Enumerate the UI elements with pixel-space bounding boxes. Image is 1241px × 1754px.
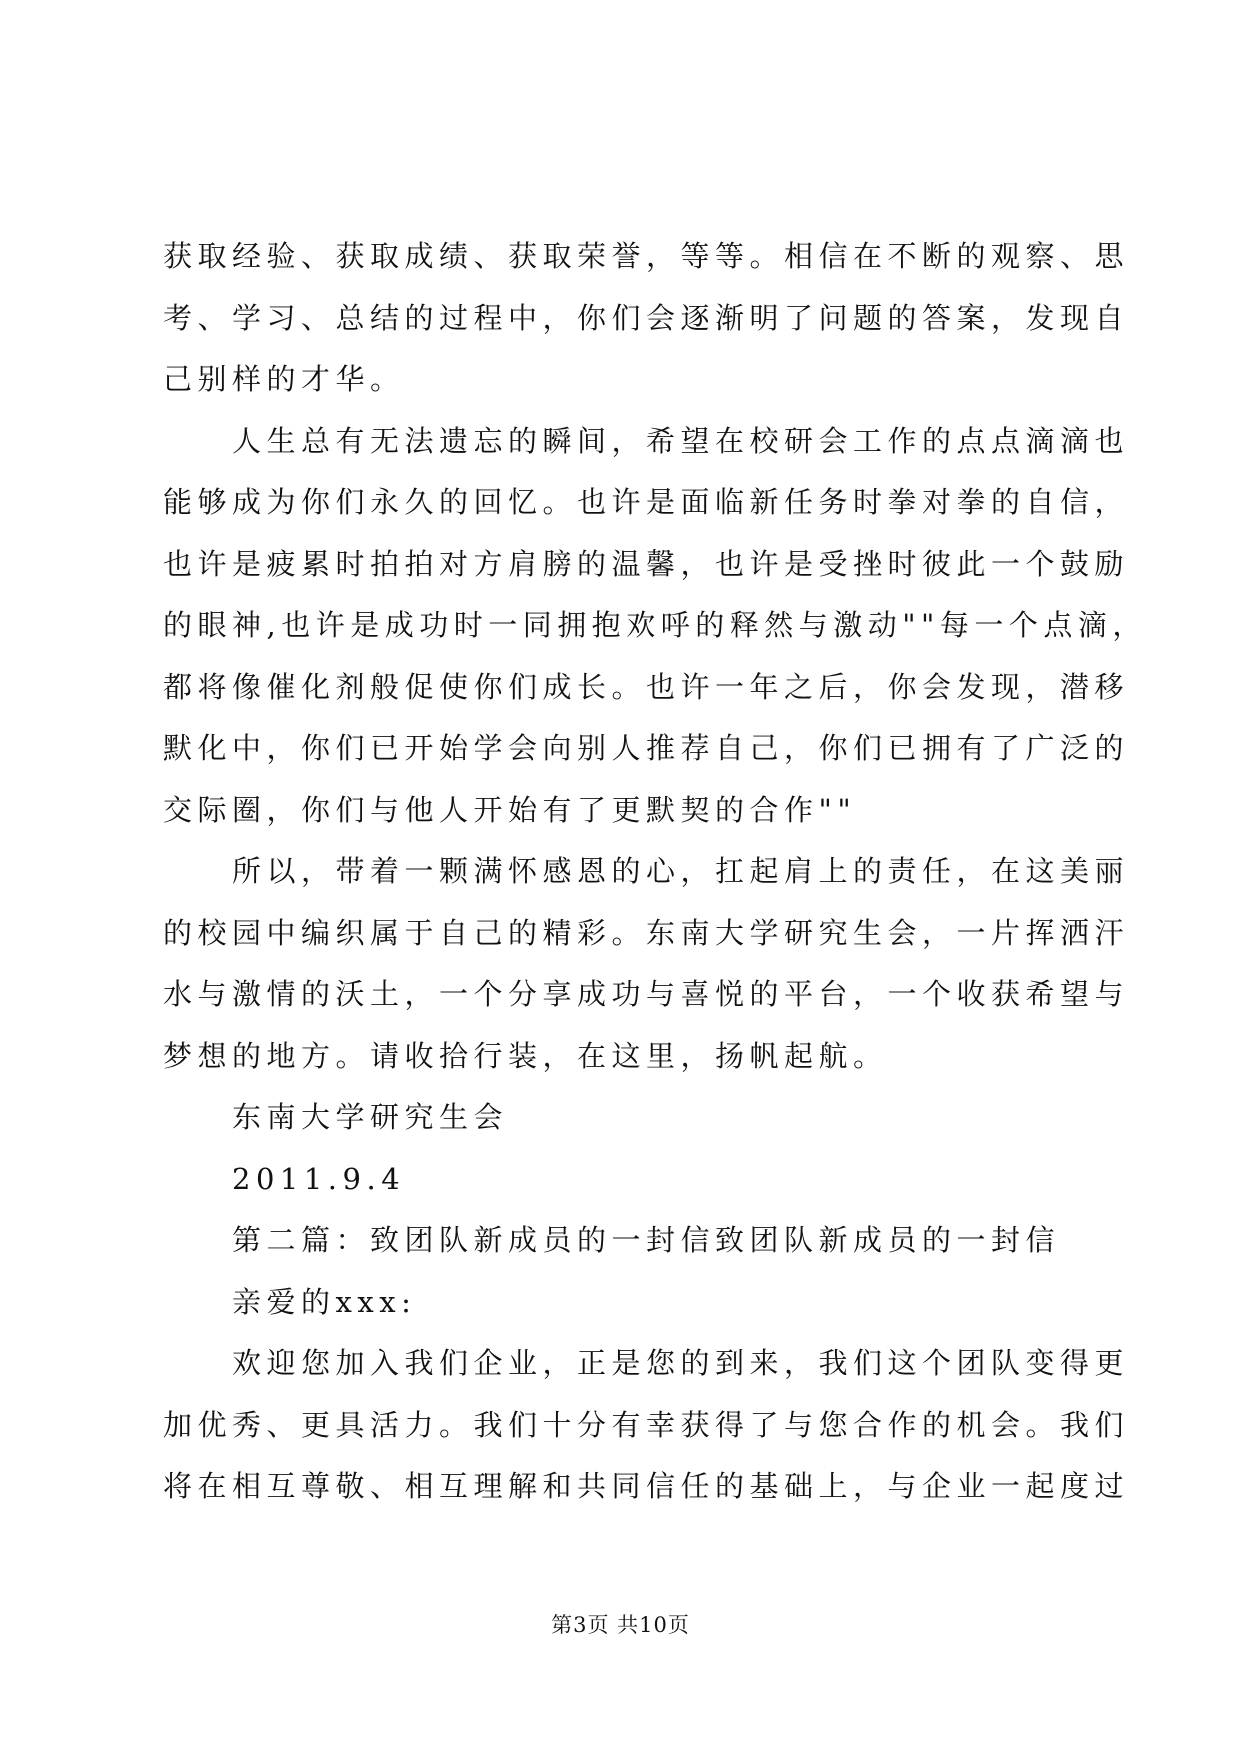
text-line: 考、学习、总结的过程中，你们会逐渐明了问题的答案，发现自 — [163, 300, 1130, 335]
text-line: 能够成为你们永久的回忆。也许是面临新任务时拳对拳的自信， — [163, 485, 1130, 519]
paragraph-start-line: 人生总有无法遗忘的瞬间，希望在校研会工作的点点滴滴也 — [232, 423, 1130, 458]
text-line: 水与激情的沃土，一个分享成功与喜悦的平台，一个收获希望与 — [163, 977, 1130, 1011]
text-line: 默化中，你们已开始学会向别人推荐自己，你们已拥有了广泛的 — [163, 731, 1130, 765]
text-line: 将在相互尊敬、相互理解和共同信任的基础上，与企业一起度过 — [163, 1469, 1130, 1503]
section-heading: 第二篇：致团队新成员的一封信致团队新成员的一封信 — [232, 1223, 1061, 1257]
text-line: 也许是疲累时拍拍对方肩膀的温馨，也许是受挫时彼此一个鼓励 — [163, 546, 1130, 581]
text-line: 加优秀、更具活力。我们十分有幸获得了与您合作的机会。我们 — [163, 1407, 1130, 1442]
text-line: 都将像催化剂般促使你们成长。也许一年之后，你会发现，潜移 — [163, 669, 1130, 704]
text-line: 的眼神,也许是成功时一同拥抱欢呼的释然与激动""每一个点滴， — [163, 608, 1147, 642]
salutation: 亲爱的xxx: — [232, 1284, 417, 1319]
paragraph-start-line: 所以，带着一颗满怀感恩的心，扛起肩上的责任，在这美丽 — [232, 854, 1130, 888]
text-line: 的校园中编织属于自己的精彩。东南大学研究生会，一片挥洒汗 — [163, 915, 1130, 950]
paragraph-start-line: 欢迎您加入我们企业，正是您的到来，我们这个团队变得更 — [232, 1346, 1130, 1380]
page-number-footer: 第3页 共10页 — [551, 1613, 690, 1637]
text-line: 己别样的才华。 — [163, 362, 405, 396]
signature-organization: 东南大学研究生会 — [232, 1100, 509, 1134]
text-line: 梦想的地方。请收拾行装，在这里，扬帆起航。 — [163, 1038, 888, 1073]
document-body — [163, 226, 1147, 1518]
signature-date: 2011.9.4 — [232, 1161, 406, 1196]
text-line: 获取经验、获取成绩、获取荣誉，等等。相信在不断的观察、思 — [163, 239, 1130, 273]
text-line: 交际圈，你们与他人开始有了更默契的合作"" — [163, 792, 857, 827]
